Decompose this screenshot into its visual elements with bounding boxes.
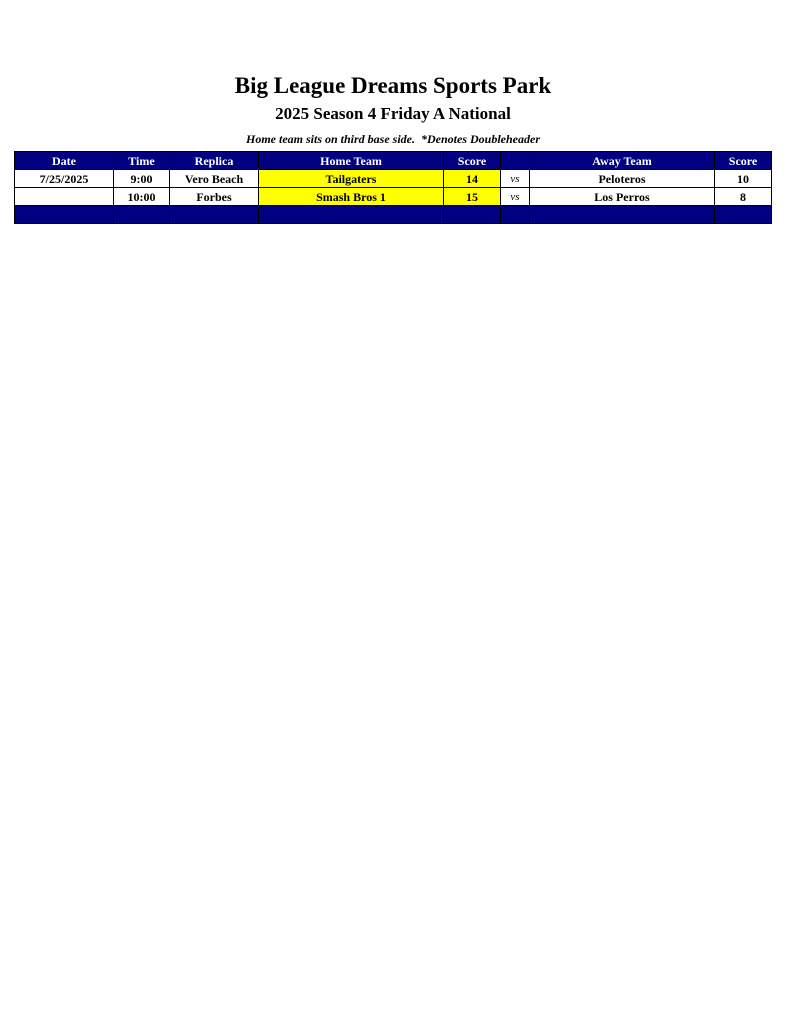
game-time: 9:00 — [114, 170, 170, 188]
away-score: 8 — [715, 188, 772, 206]
game-date: 7/25/2025 — [15, 170, 114, 188]
column-header-date: Date — [15, 152, 114, 170]
footer-cell — [530, 206, 715, 224]
footer-cell — [15, 206, 114, 224]
vs-label: vs — [501, 188, 530, 206]
away-score: 10 — [715, 170, 772, 188]
schedule-table — [14, 151, 772, 224]
column-header-time: Time — [114, 152, 170, 170]
page-title: Big League Dreams Sports Park — [234, 73, 552, 98]
table-row — [15, 188, 772, 206]
column-header-away-score: Score — [715, 152, 772, 170]
footer-cell — [170, 206, 259, 224]
footer-cell — [444, 206, 501, 224]
column-header-home-score: Score — [444, 152, 501, 170]
table-footer-row — [15, 206, 772, 224]
home-team: Tailgaters — [259, 170, 444, 188]
vs-label: vs — [501, 170, 530, 188]
column-header-vs — [501, 152, 530, 170]
game-time: 10:00 — [114, 188, 170, 206]
column-header-away-team: Away Team — [530, 152, 715, 170]
doubleheader-note: Home team sits on third base side. *Denotes Doubleheader — [246, 132, 540, 146]
table-header-row — [15, 152, 772, 170]
game-replica: Forbes — [170, 188, 259, 206]
footer-cell — [501, 206, 530, 224]
page-subtitle: 2025 Season 4 Friday A National — [275, 104, 511, 123]
away-team: Peloteros — [530, 170, 715, 188]
home-score: 15 — [444, 188, 501, 206]
footer-cell — [114, 206, 170, 224]
footer-cell — [715, 206, 772, 224]
home-score: 14 — [444, 170, 501, 188]
footer-cell — [259, 206, 444, 224]
table-row — [15, 170, 772, 188]
column-header-home-team: Home Team — [259, 152, 444, 170]
game-date — [15, 188, 114, 206]
home-team: Smash Bros 1 — [259, 188, 444, 206]
away-team: Los Perros — [530, 188, 715, 206]
column-header-replica: Replica — [170, 152, 259, 170]
game-replica: Vero Beach — [170, 170, 259, 188]
